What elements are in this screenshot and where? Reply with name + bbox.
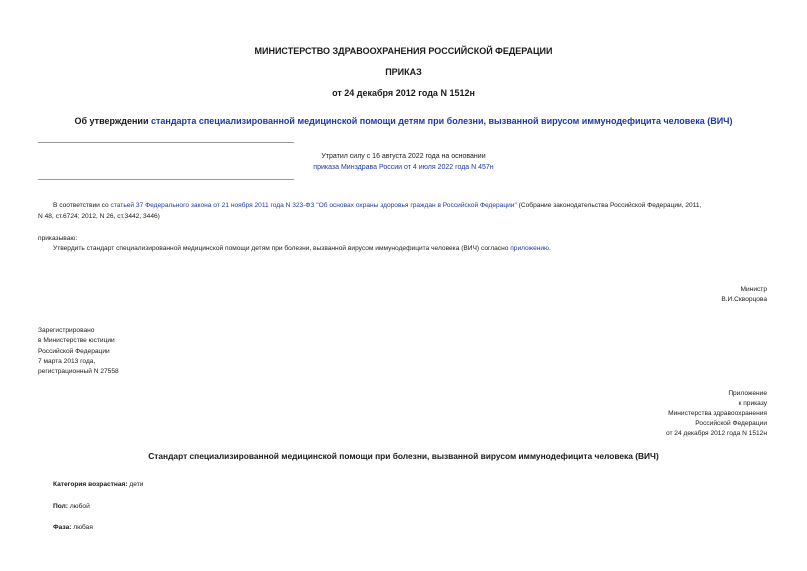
order-word: приказываю: (38, 235, 78, 242)
order-date-heading: от 24 декабря 2012 года N 1512н (332, 88, 475, 98)
preamble-prefix: В соответствии со (53, 202, 111, 209)
repealing-order-link[interactable]: приказа Минздрава России от 4 июля 2022 года N 457н (313, 164, 494, 171)
status-divider-top (38, 142, 294, 143)
preamble-line-1 (53, 202, 701, 209)
field-age-value: дети (127, 481, 144, 488)
order-text-body: Утвердить стандарт специализированной медицинской помощи детям при болезни, вызванной вирусом иммунодефицита человека (ВИЧ) согласно (53, 245, 511, 252)
preamble-line-2: N 48, ст.6724; 2012, N 26, ст.3442, 3446) (38, 213, 160, 220)
registration-line: регистрационный N 27558 (38, 368, 119, 375)
field-sex-value: любой (68, 503, 90, 510)
appendix-ref-line: Министерства здравоохранения (668, 410, 767, 417)
field-phase-value: любая (71, 524, 93, 531)
registration-line: 7 марта 2013 года, (38, 358, 96, 365)
order-text-end: . (549, 245, 551, 252)
registration-line: Российской Федерации (38, 348, 110, 355)
field-sex-label: Пол: (53, 503, 68, 510)
field-phase (53, 524, 93, 531)
field-sex (53, 503, 90, 510)
order-subject (0, 116, 807, 126)
field-age-label: Категория возрастная: (53, 481, 128, 488)
appendix-ref-line: от 24 декабря 2012 года N 1512н (665, 430, 767, 437)
registration-line: в Министерстве юстиции (38, 337, 115, 344)
signature-name: В.И.Скворцова (721, 296, 767, 303)
federal-law-link[interactable]: статьей 37 Федерального закона от 21 ноября 2011 года N 323-ФЗ "Об основах охраны здоровья граждан в Российской Федерации" (110, 202, 517, 209)
standard-title: Стандарт специализированной медицинской помощи при болезни, вызванной вирусом иммунодефицита человека (ВИЧ) (148, 451, 659, 461)
status-note-text: Утратил силу с 16 августа 2022 года на основании (321, 153, 486, 160)
field-age (53, 481, 143, 488)
field-phase-label: Фаза: (53, 524, 72, 531)
appendix-link[interactable]: приложению (510, 245, 550, 252)
ministry-heading: МИНИСТЕРСТВО ЗДРАВООХРАНЕНИЯ РОССИЙСКОЙ ФЕДЕРАЦИИ (254, 46, 553, 56)
subject-standard-link[interactable]: стандарта специализированной медицинской помощи детям при болезни, вызванной вирусом иммунодефицита человека (ВИЧ) (150, 116, 733, 126)
preamble-suffix: (Собрание законодательства Российской Федерации, 2011, (516, 202, 702, 209)
order-text (53, 245, 551, 252)
registration-line: Зарегистрировано (38, 327, 95, 334)
status-divider-bottom (38, 179, 294, 180)
appendix-ref-line: к приказу (738, 400, 767, 407)
signature-title: Министр (740, 286, 767, 293)
doc-type-heading: ПРИКАЗ (385, 67, 422, 77)
appendix-ref-line: Приложение (728, 390, 767, 397)
appendix-ref-line: Российской Федерации (695, 420, 767, 427)
subject-prefix: Об утверждении (74, 116, 151, 126)
